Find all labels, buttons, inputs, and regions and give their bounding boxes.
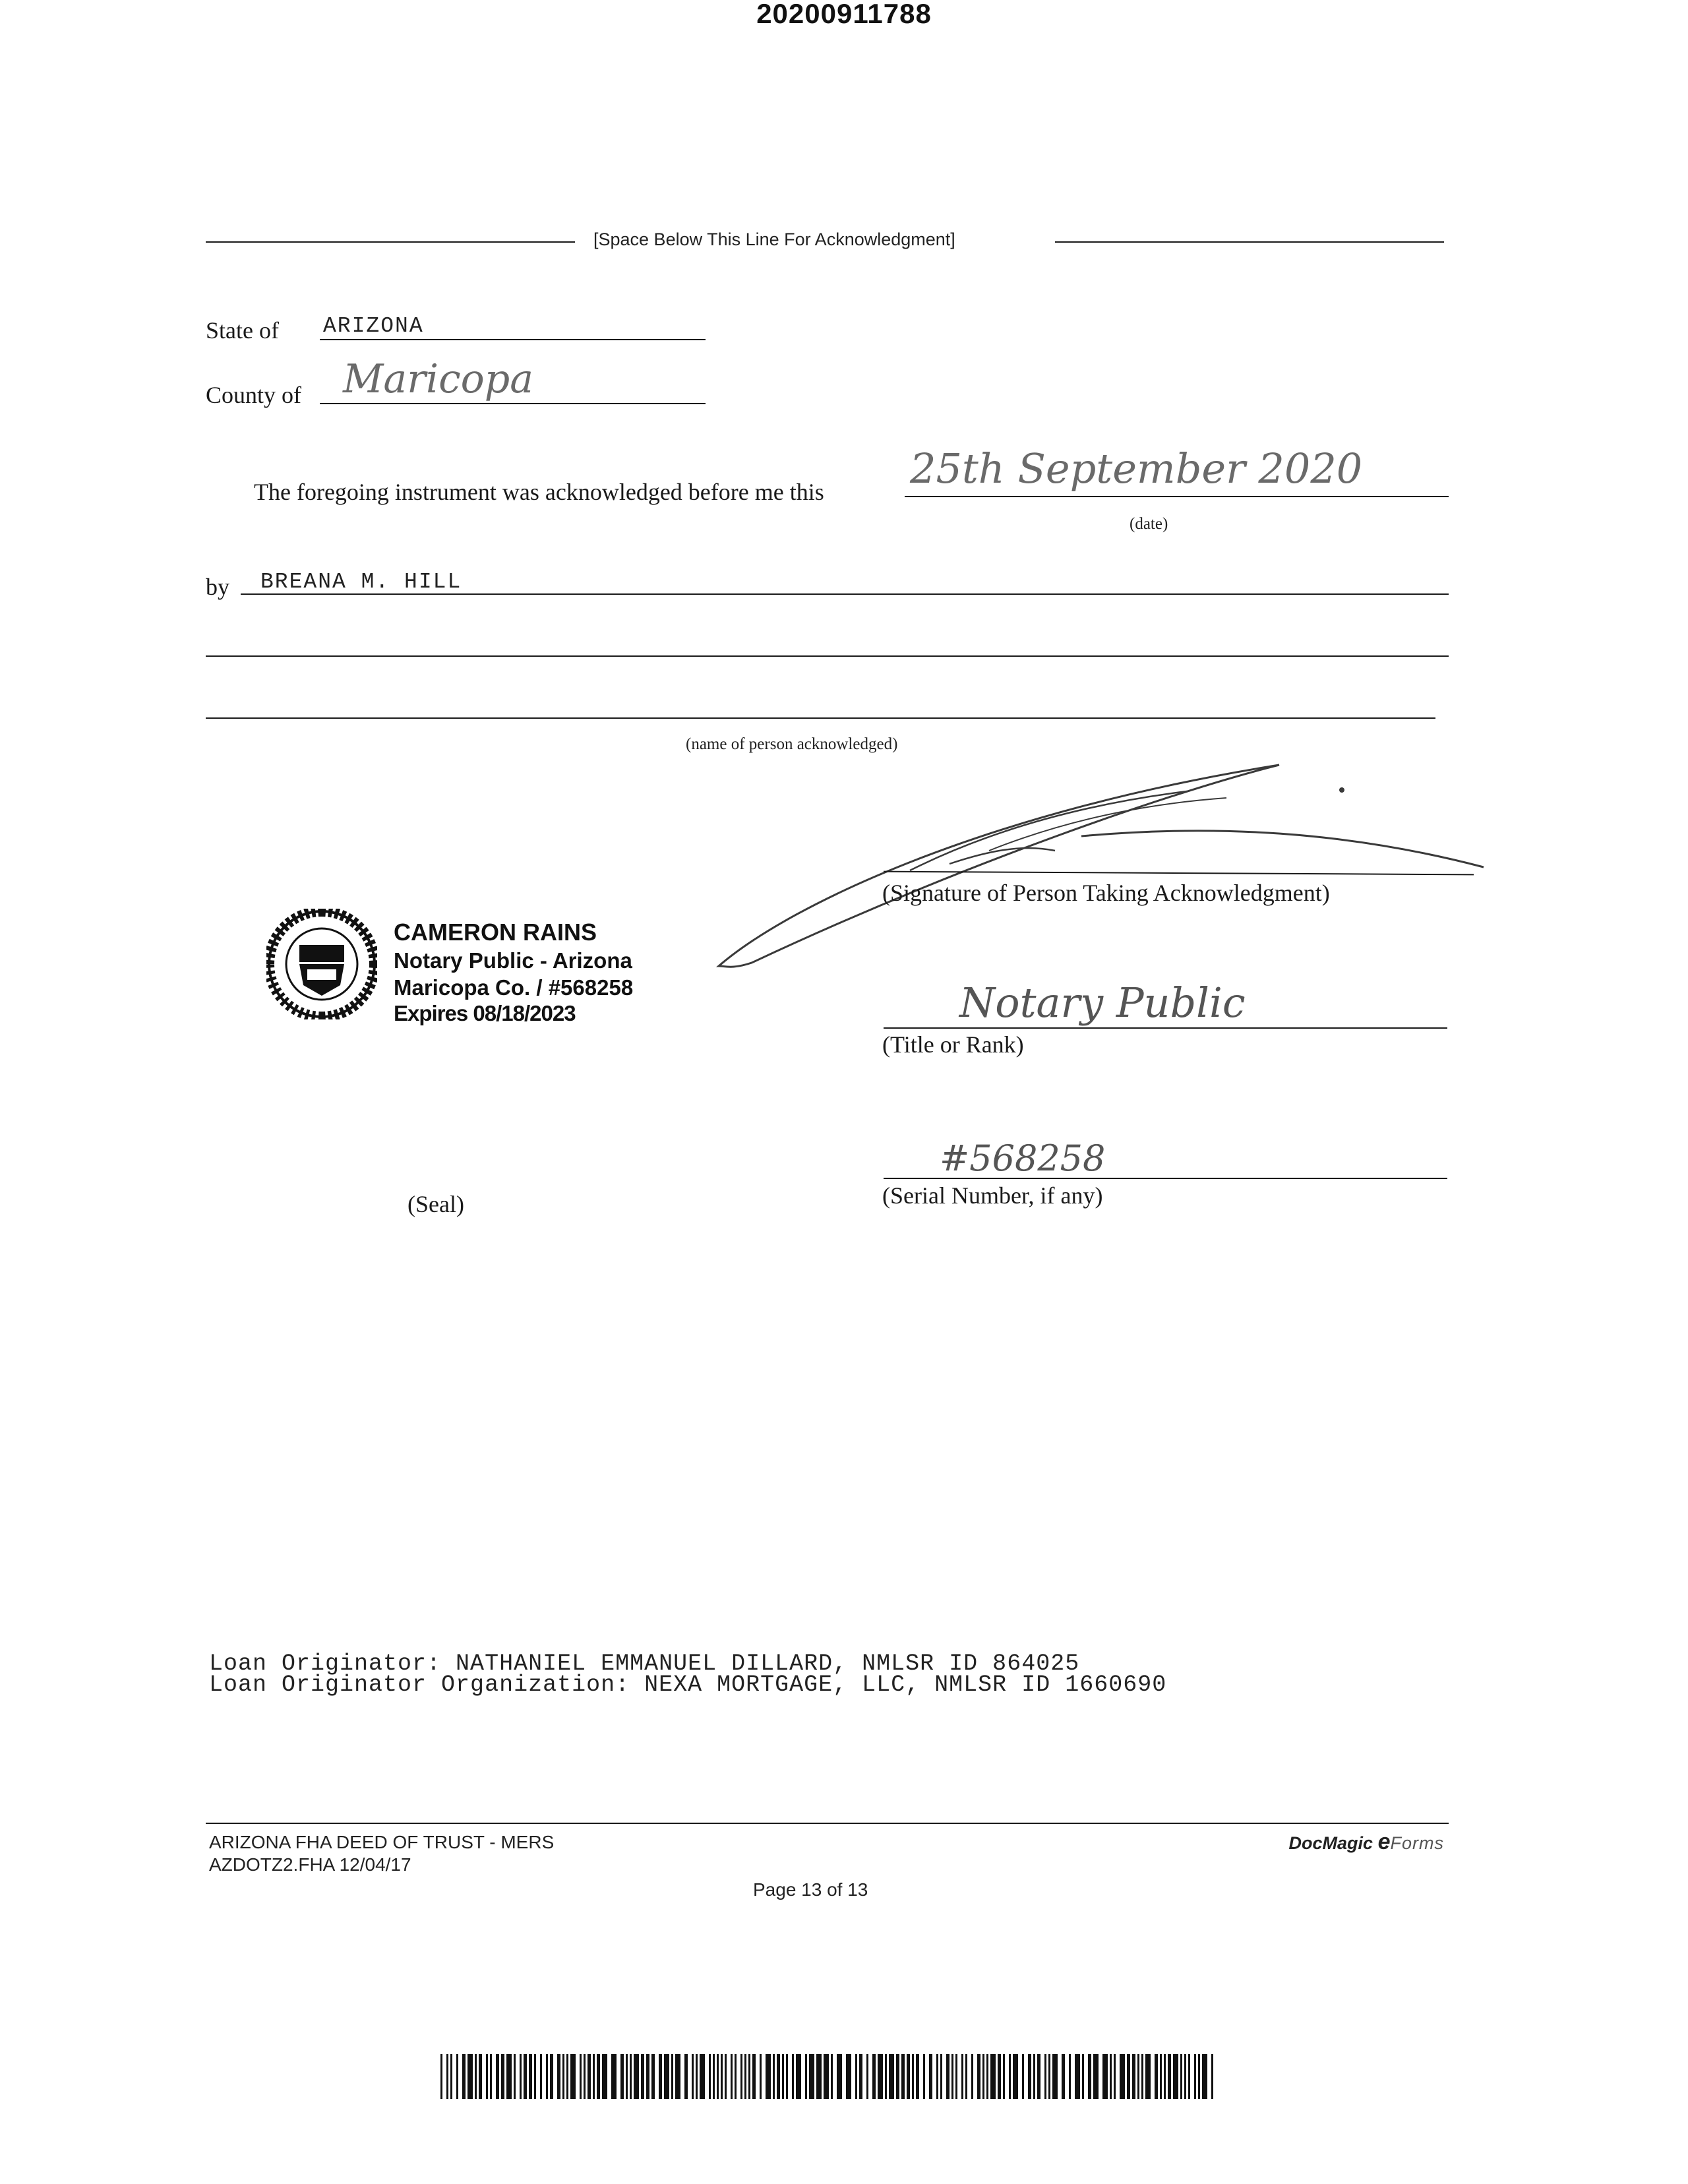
- barcode-bar: [912, 2054, 914, 2099]
- barcode-bar: [684, 2054, 688, 2099]
- barcode-bar: [936, 2054, 938, 2099]
- loan-originator: Loan Originator: NATHANIEL EMMANUEL DILLARD, NMLSR ID 864025: [209, 1651, 1080, 1677]
- barcode-bar: [878, 2054, 883, 2099]
- barcode-bar: [824, 2054, 829, 2099]
- barcode-bar: [529, 2054, 532, 2099]
- barcode-bar: [514, 2054, 516, 2099]
- barcode-bar: [1028, 2054, 1031, 2099]
- barcode-bar: [998, 2054, 1001, 2099]
- barcode-bar: [1141, 2054, 1143, 2099]
- barcode-bar: [1188, 2054, 1190, 2099]
- barcode-bar: [540, 2054, 542, 2099]
- page-number: Page 13 of 13: [753, 1879, 868, 1900]
- barcode-bar: [923, 2054, 925, 2099]
- state-label: State of: [206, 317, 279, 344]
- barcode-bar: [675, 2054, 680, 2099]
- barcode-bar: [748, 2054, 750, 2099]
- title-caption: (Title or Rank): [882, 1031, 1024, 1058]
- barcode-bar: [534, 2054, 536, 2099]
- barcode-bar: [866, 2054, 868, 2099]
- separator-line-left: [206, 241, 575, 243]
- barcode-bar: [717, 2054, 719, 2099]
- barcode-bar: [490, 2054, 492, 2099]
- county-value: Maricopa: [343, 356, 533, 402]
- barcode-bar: [816, 2054, 822, 2099]
- barcode-bar: [659, 2054, 662, 2099]
- barcode-bar: [1052, 2054, 1058, 2099]
- barcode-bar: [506, 2054, 512, 2099]
- barcode-bar: [1127, 2054, 1130, 2099]
- barcode-bar: [916, 2054, 919, 2099]
- loan-originator-organization: Loan Originator Organization: NEXA MORTGAGE, LLC, NMLSR ID 1660690: [209, 1672, 1167, 1698]
- barcode-bar: [646, 2054, 649, 2099]
- barcode-bar: [626, 2054, 628, 2099]
- barcode: [440, 2054, 1219, 2099]
- barcode-bar: [786, 2054, 788, 2099]
- barcode-bar: [588, 2054, 591, 2099]
- barcode-bar: [1110, 2054, 1112, 2099]
- barcode-bar: [1164, 2054, 1166, 2099]
- barcode-bar: [1069, 2054, 1071, 2099]
- barcode-bar: [735, 2054, 737, 2099]
- barcode-bar: [475, 2054, 477, 2099]
- county-label: County of: [206, 382, 302, 408]
- barcode-bar: [901, 2054, 905, 2099]
- footer-rule: [206, 1823, 1449, 1824]
- barcode-bar: [1211, 2054, 1213, 2099]
- barcode-bar: [766, 2054, 771, 2099]
- barcode-bar: [725, 2054, 727, 2099]
- barcode-bar: [671, 2054, 673, 2099]
- docmagic-logo-suffix: Forms: [1390, 1833, 1444, 1853]
- barcode-bar: [982, 2054, 984, 2099]
- barcode-bar: [782, 2054, 784, 2099]
- barcode-bar: [1062, 2054, 1065, 2099]
- barcode-bar: [740, 2054, 742, 2099]
- by-label: by: [206, 574, 229, 600]
- barcode-bar: [986, 2054, 988, 2099]
- by-underline-2: [206, 655, 1449, 657]
- barcode-bar: [929, 2054, 932, 2099]
- barcode-bar: [696, 2054, 698, 2099]
- barcode-bar: [1160, 2054, 1162, 2099]
- barcode-bar: [940, 2054, 942, 2099]
- barcode-bar: [885, 2054, 887, 2099]
- barcode-bar: [593, 2054, 595, 2099]
- barcode-bar: [777, 2054, 780, 2099]
- barcode-bar: [496, 2054, 499, 2099]
- barcode-bar: [896, 2054, 899, 2099]
- barcode-bar: [630, 2054, 632, 2099]
- barcode-bar: [977, 2054, 980, 2099]
- recording-number: 20200911788: [756, 0, 932, 29]
- barcode-bar: [872, 2054, 876, 2099]
- stamp-line-1: Notary Public - Arizona: [394, 948, 632, 973]
- seal-caption: (Seal): [407, 1191, 464, 1217]
- barcode-bar: [990, 2054, 996, 2099]
- barcode-bar: [946, 2054, 950, 2099]
- form-title: ARIZONA FHA DEED OF TRUST - MERS: [209, 1832, 555, 1852]
- by-underline-1: [241, 593, 1449, 595]
- stamp-line-3: Expires 08/18/2023: [394, 1001, 576, 1025]
- barcode-bar: [809, 2054, 814, 2099]
- barcode-bar: [796, 2054, 801, 2099]
- barcode-bar: [1120, 2054, 1125, 2099]
- barcode-bar: [1013, 2054, 1018, 2099]
- barcode-bar: [692, 2054, 694, 2099]
- barcode-bar: [1173, 2054, 1178, 2099]
- docmagic-logo: [1289, 1829, 1444, 1855]
- date-value: 25th September 2020: [910, 444, 1363, 493]
- barcode-bar: [462, 2054, 466, 2099]
- barcode-bar: [641, 2054, 644, 2099]
- barcode-bar: [1033, 2054, 1035, 2099]
- barcode-bar: [1168, 2054, 1171, 2099]
- serial-value: #568258: [940, 1138, 1106, 1179]
- barcode-bar: [1093, 2054, 1099, 2099]
- barcode-bar: [760, 2054, 762, 2099]
- barcode-bar: [570, 2054, 576, 2099]
- barcode-bar: [456, 2054, 458, 2099]
- date-underline: [905, 496, 1449, 497]
- barcode-bar: [859, 2054, 862, 2099]
- barcode-bar: [1022, 2054, 1024, 2099]
- barcode-bar: [855, 2054, 857, 2099]
- barcode-bar: [1114, 2054, 1116, 2099]
- barcode-bar: [713, 2054, 715, 2099]
- barcode-bar: [955, 2054, 957, 2099]
- barcode-bar: [1088, 2054, 1091, 2099]
- barcode-bar: [1198, 2054, 1200, 2099]
- barcode-bar: [584, 2054, 586, 2099]
- barcode-bar: [450, 2054, 452, 2099]
- barcode-bar: [1044, 2054, 1046, 2099]
- barcode-bar: [792, 2054, 794, 2099]
- barcode-bar: [1009, 2054, 1011, 2099]
- barcode-bar: [773, 2054, 775, 2099]
- barcode-bar: [620, 2054, 624, 2099]
- barcode-bar: [951, 2054, 953, 2099]
- name-caption: (name of person acknowledged): [686, 735, 898, 753]
- state-underline: [320, 339, 706, 340]
- stamp-line-2: Maricopa Co. / #568258: [394, 975, 634, 1000]
- barcode-bar: [744, 2054, 746, 2099]
- barcode-bar: [550, 2054, 553, 2099]
- barcode-bar: [721, 2054, 723, 2099]
- barcode-bar: [965, 2054, 967, 2099]
- barcode-bar: [546, 2054, 548, 2099]
- barcode-bar: [602, 2054, 607, 2099]
- barcode-bar: [446, 2054, 448, 2099]
- barcode-bar: [709, 2054, 711, 2099]
- barcode-bar: [1082, 2054, 1084, 2099]
- state-seal-icon: [266, 909, 377, 1019]
- by-underline-3: [206, 717, 1435, 719]
- barcode-bar: [731, 2054, 733, 2099]
- barcode-bar: [524, 2054, 527, 2099]
- serial-caption: (Serial Number, if any): [882, 1182, 1103, 1209]
- barcode-bar: [1194, 2054, 1196, 2099]
- barcode-bar: [440, 2054, 442, 2099]
- barcode-bar: [1180, 2054, 1182, 2099]
- barcode-bar: [1202, 2054, 1207, 2099]
- serial-underline: [884, 1178, 1447, 1179]
- barcode-bar: [971, 2054, 973, 2099]
- stamp-name: CAMERON RAINS: [394, 919, 597, 946]
- barcode-bar: [1155, 2054, 1158, 2099]
- barcode-bar: [634, 2054, 639, 2099]
- separator-label: [Space Below This Line For Acknowledgment]: [593, 229, 955, 249]
- barcode-bar: [907, 2054, 910, 2099]
- barcode-bar: [831, 2054, 833, 2099]
- barcode-bar: [557, 2054, 560, 2099]
- barcode-bar: [889, 2054, 894, 2099]
- barcode-bar: [486, 2054, 488, 2099]
- barcode-bar: [1132, 2054, 1135, 2099]
- barcode-bar: [520, 2054, 522, 2099]
- barcode-bar: [1137, 2054, 1139, 2099]
- barcode-bar: [566, 2054, 568, 2099]
- barcode-bar: [846, 2054, 851, 2099]
- barcode-bar: [651, 2054, 655, 2099]
- title-underline: [884, 1027, 1447, 1029]
- barcode-bar: [1184, 2054, 1186, 2099]
- title-value: Notary Public: [959, 979, 1246, 1027]
- separator-line-right: [1055, 241, 1444, 243]
- acknowledgment-statement: The foregoing instrument was acknowledged before me this: [254, 479, 824, 505]
- state-value: ARIZONA: [323, 314, 424, 338]
- barcode-bar: [1003, 2054, 1005, 2099]
- barcode-bar: [479, 2054, 482, 2099]
- barcode-bar: [1048, 2054, 1050, 2099]
- barcode-bar: [501, 2054, 504, 2099]
- barcode-bar: [580, 2054, 582, 2099]
- docmagic-logo-e: e: [1377, 1829, 1391, 1854]
- barcode-bar: [700, 2054, 705, 2099]
- barcode-bar: [562, 2054, 564, 2099]
- barcode-bar: [597, 2054, 600, 2099]
- barcode-bar: [1075, 2054, 1080, 2099]
- barcode-bar: [1037, 2054, 1040, 2099]
- barcode-bar: [1102, 2054, 1108, 2099]
- form-code: AZDOTZ2.FHA 12/04/17: [209, 1854, 411, 1875]
- date-caption: (date): [1130, 515, 1168, 533]
- barcode-bar: [805, 2054, 807, 2099]
- county-underline: [320, 403, 706, 404]
- docmagic-logo-prefix: DocMagic: [1288, 1833, 1373, 1853]
- notary-signature: [712, 752, 1490, 976]
- barcode-bar: [837, 2054, 842, 2099]
- barcode-bar: [467, 2054, 473, 2099]
- barcode-bar: [961, 2054, 963, 2099]
- barcode-bar: [752, 2054, 756, 2099]
- barcode-bar: [611, 2054, 617, 2099]
- barcode-bar: [664, 2054, 669, 2099]
- signature-caption: (Signature of Person Taking Acknowledgment): [882, 880, 1330, 906]
- by-value: BREANA M. HILL: [260, 570, 462, 594]
- barcode-bar: [1145, 2054, 1151, 2099]
